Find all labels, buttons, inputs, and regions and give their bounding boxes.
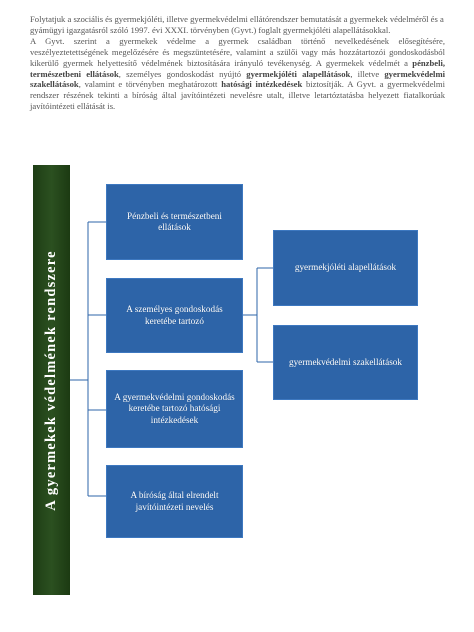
root-label: A gyermekek védelmének rendszere (43, 249, 59, 511)
p2-bold-1: pénzbeli, természetbeni ellátások (30, 57, 446, 79)
p2-bold-2: gyermekjóléti alapellátások (246, 68, 351, 79)
sub-branch-szakellatas: gyermekvédelmi szakellátások (273, 325, 418, 400)
p2-start: A Gyvt. szerint a gyermekek védelme a gyermek családban történő nevelkedésének elősegítésére, veszélyeztetettségének megelőzésére és megszüntetésére, valamint a szülői vagy más hozzátartozói gondoskodásból kikerülő gyermek helyettesítő védelmének biztosítására irányuló tevékenység. A gyermekek védelmét a (30, 35, 445, 68)
branch-szemelyes: A személyes gondoskodás keretébe tartozó (106, 278, 243, 353)
branch-penzbeli: Pénzbeli és természetbeni ellátások (106, 184, 243, 260)
sub-branch-alapellatas: gyermekjóléti alapellátások (273, 230, 418, 306)
p2-mid-2: , illetve (350, 68, 380, 79)
branch-javitointezeti: A bíróság által elrendelt javítóintézeti nevelés (106, 465, 243, 538)
root-node (33, 165, 70, 595)
p2-mid-3: , valamint e törvényben meghatározott (78, 79, 218, 90)
p2-mid-1: , személyes gondoskodást nyújtó (118, 68, 242, 79)
branch-hatosagi: A gyermekvédelmi gondoskodás keretébe tartozó hatósági intézkedések (106, 370, 243, 448)
p2-bold-4: hatósági intézkedések (221, 79, 303, 90)
p2-end: biztosítják. A Gyvt. a gyermekvédelmi rendszer részének tekinti a bíróság által javítóintézeti nevelésre utalt, illetve letartóztatásba helyezett fiatalkorúak javítóintézeti ellátását is. (30, 79, 446, 112)
intro-paragraph-1: Folytatjuk a szociális és gyermekjóléti, illetve gyermekvédelmi ellátórendszer bemutatását a gyermekek védelméről és a gyámügyi igazgatásról szóló 1997. évi XXXI. törvényben (Gyvt.) foglalt gyermekjóléti alapellátásokkal. (30, 14, 444, 35)
p2-bold-3: gyermekvédelmi szakellátások (30, 68, 445, 90)
